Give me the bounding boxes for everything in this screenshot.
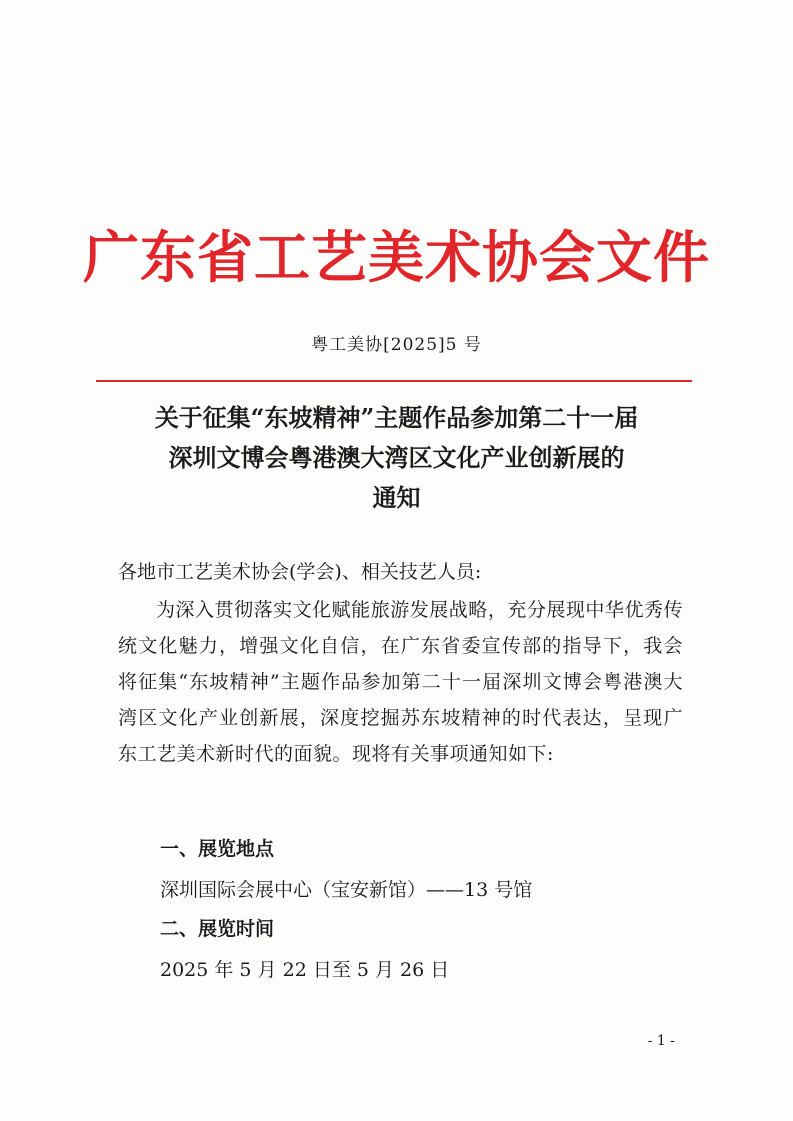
notice-title-line-1: 关于征集“东坡精神”主题作品参加第二十一届 bbox=[154, 403, 639, 432]
notice-title-line-2: 深圳文博会粤港澳大湾区文化产业创新展的 bbox=[168, 443, 625, 472]
intro-paragraph: 为深入贯彻落实文化赋能旅游发展战略，充分展现中华优秀传统文化魅力，增强文化自信，在广东省委宣传部的指导下，我会将征集“东坡精神”主题作品参加第二十一届深圳文博会粤港澳大湾区文化产业创新展，深度挖掘苏东坡精神的时代表达，呈现广东工艺美术新时代的面貌。现将有关事项通知如下: bbox=[118, 599, 683, 765]
issuer-header-title: 广东省工艺美术协会文件 bbox=[83, 225, 710, 291]
salutation: 各地市工艺美术协会(学会)、相关技艺人员: bbox=[118, 561, 482, 583]
red-divider-line bbox=[96, 380, 692, 382]
section-heading-location: 一、展览地点 bbox=[160, 838, 275, 860]
notice-title bbox=[0, 398, 793, 518]
section-heading-time: 二、展览时间 bbox=[160, 918, 275, 940]
section-content-location: 深圳国际会展中心（宝安新馆）——13 号馆 bbox=[160, 879, 533, 901]
document-number: 粤工美协[2025]5 号 bbox=[311, 335, 482, 355]
notice-title-line-3: 通知 bbox=[372, 483, 421, 512]
section-content-time: 2025 年 5 月 22 日至 5 月 26 日 bbox=[160, 959, 450, 981]
page-number: - 1 - bbox=[647, 1033, 675, 1049]
